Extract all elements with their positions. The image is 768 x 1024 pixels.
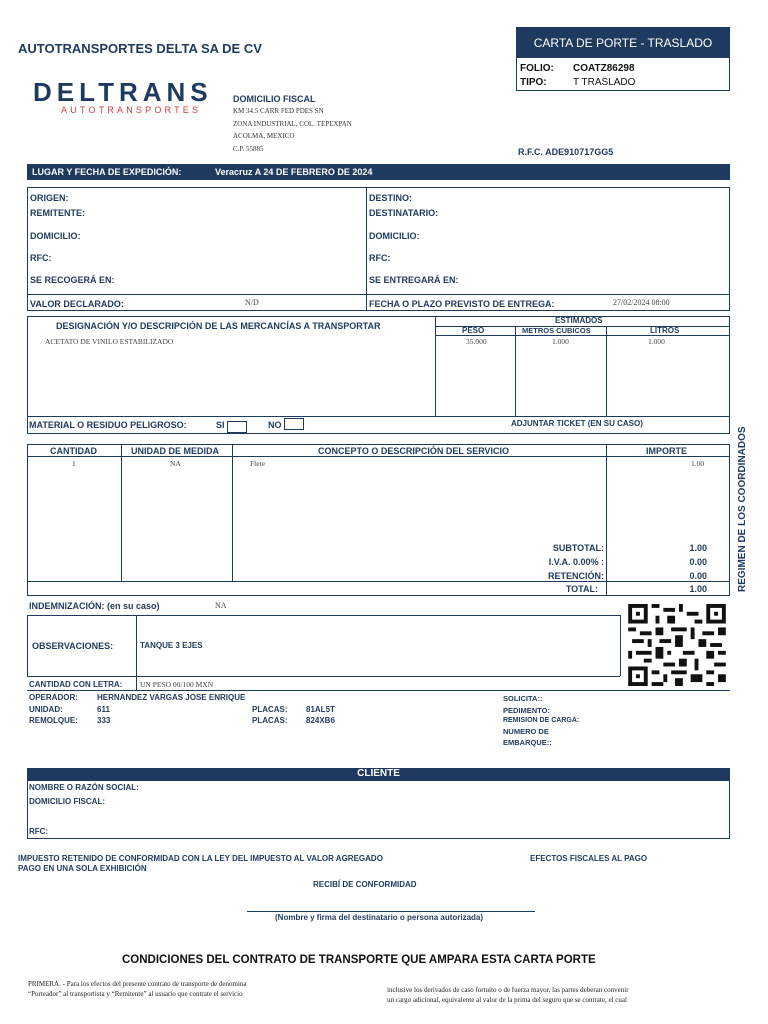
remitente-label: REMITENTE: — [30, 208, 85, 218]
indemnizacion-value: NA — [215, 601, 227, 610]
divider — [606, 326, 607, 416]
embarque-label: EMBARQUE:: — [503, 738, 552, 747]
company-logo — [33, 77, 213, 115]
iva-value: 0.00 — [689, 557, 707, 567]
pago-note: PAGO EN UNA SOLA EXHIBICIÓN — [18, 864, 147, 873]
divider — [136, 615, 137, 676]
divider — [27, 690, 730, 691]
destino-label: DESTINO: — [369, 193, 413, 203]
observaciones-label: OBSERVACIONES: — [32, 641, 114, 651]
fiscal-line: ZONA INDUSTRIAL, COL. TEPEXPAN — [233, 119, 352, 128]
divider — [27, 676, 620, 677]
divider — [27, 615, 620, 616]
folio-label: FOLIO: — [520, 63, 554, 74]
divider — [435, 316, 436, 416]
divider — [136, 676, 137, 690]
valor-declarado-label: VALOR DECLARADO: — [30, 299, 124, 309]
cliente-title: CLIENTE — [27, 768, 730, 780]
remision-label: REMISION DE CARGA: — [503, 717, 580, 724]
logo-wordmark: DELTRANS — [33, 77, 213, 107]
no-label: NO — [268, 420, 282, 430]
peligroso-label: MATERIAL O RESIDUO PELIGROSO: — [29, 420, 187, 430]
goods-header: DESIGNACIÓN Y/O DESCRIPCIÓN DE LAS MERCANCÍAS A TRANSPORTAR — [56, 321, 381, 331]
fiscal-address — [233, 105, 352, 155]
cantidad-letra-label: CANTIDAD CON LETRA: — [29, 680, 123, 689]
no-checkbox[interactable] — [284, 418, 304, 430]
placas-value: 824XB6 — [306, 716, 335, 725]
col-metros-cubicos: METROS CUBICOS — [522, 326, 591, 335]
retencion-label: RETENCIÓN: — [548, 571, 604, 581]
si-label: SI — [216, 420, 225, 430]
pedimento-label: PEDIMENTO: — [503, 706, 550, 715]
placas-label: PLACAS: — [252, 705, 288, 714]
destinatario-label: DESTINATARIO: — [369, 208, 439, 218]
entrega-label: SE ENTREGARÁ EN: — [369, 275, 459, 285]
total-label: TOTAL: — [565, 584, 598, 594]
fiscal-line: ACOLMA, MEXICO — [233, 132, 295, 140]
iva-label: I.V.A. 0.00% : — [548, 557, 604, 567]
domicilio-fiscal-label: DOMICILIO FISCAL: — [29, 797, 105, 806]
divider — [27, 615, 28, 676]
clause-primera-line1: PRIMERA. - Para los efectos del presente contrato de transporte de denomina — [28, 980, 247, 988]
operador-label: OPERADOR: — [29, 693, 78, 702]
recoge-label: SE RECOGERÁ EN: — [30, 275, 115, 285]
tipo-value: T TRASLADO — [573, 77, 636, 88]
expedicion-value: Veracruz A 24 DE FEBRERO DE 2024 — [215, 167, 373, 177]
ticket-label: ADJUNTAR TICKET (EN SU CASO) — [511, 419, 643, 428]
regimen-side-text: REGIMEN DE LOS COORDINADOS — [737, 426, 748, 592]
fecha-entrega-value: 27/02/2024 08:00 — [613, 298, 670, 307]
total-value: 1.00 — [689, 584, 707, 594]
origin-rfc-label: RFC: — [30, 253, 52, 263]
fecha-entrega-label: FECHA O PLAZO PREVISTO DE ENTREGA: — [369, 299, 555, 309]
remolque-value: 333 — [97, 716, 111, 725]
valor-declarado-value: N/D — [245, 298, 259, 307]
services-box — [27, 444, 730, 596]
signature-line[interactable] — [247, 911, 535, 912]
impuesto-note: IMPUESTO RETENIDO DE CONFORMIDAD CON LA LEY DEL IMPUESTO AL VALOR AGREGADO — [18, 854, 383, 863]
logo-subtext: AUTOTRANSPORTES — [61, 105, 202, 115]
company-name: AUTOTRANSPORTES DELTA SA DE CV — [18, 41, 262, 56]
dest-domicilio-label: DOMICILIO: — [369, 231, 420, 241]
subtotal-label: SUBTOTAL: — [552, 543, 604, 553]
expedicion-label: LUGAR Y FECHA DE EXPEDICIÓN: — [32, 167, 182, 177]
divider — [366, 187, 367, 311]
placas-label: PLACAS: — [252, 716, 288, 725]
retencion-value: 0.00 — [689, 571, 707, 581]
col-concepto: CONCEPTO O DESCRIPCIÓN DEL SERVICIO — [318, 446, 510, 456]
divider — [27, 416, 730, 417]
estimados-label: ESTIMADOS — [555, 316, 603, 325]
clause-primera-line2: “Porteador” al transportista y “Remitente” al usuario que contrate el servicio — [28, 990, 243, 998]
divider — [27, 294, 730, 295]
fiscal-line: KM 34.5 CARR FED PDES SN — [233, 107, 324, 115]
divider — [27, 456, 730, 457]
col-unidad-medida: UNIDAD DE MEDIDA — [131, 446, 220, 456]
col-cantidad: CANTIDAD — [50, 446, 97, 456]
service-concepto: Flete — [250, 459, 265, 468]
col-importe: IMPORTE — [646, 446, 688, 456]
indemnizacion-label: INDEMNIZACIÓN: (en su caso) — [29, 601, 160, 611]
recibi-conformidad: RECIBÍ DE CONFORMIDAD — [313, 880, 417, 889]
unidad-label: UNIDAD: — [29, 705, 63, 714]
service-unidad: NA — [170, 459, 181, 468]
goods-metros: 1.000 — [552, 337, 569, 346]
dest-rfc-label: RFC: — [369, 253, 391, 263]
cantidad-letra-value: UN PESO 00/100 MXN — [140, 680, 214, 689]
divider — [121, 444, 122, 581]
qr-code — [627, 604, 727, 686]
placas-value: 81AL5T — [306, 705, 335, 714]
goods-peso: 35.000 — [466, 337, 487, 346]
observaciones-value: TANQUE 3 EJES — [140, 641, 203, 650]
clause-right-line2: un cargo adicional, equivalente al valor de la prima del seguro que se contrate, el cual — [387, 996, 627, 1004]
condiciones-title: CONDICIONES DEL CONTRATO DE TRANSPORTE QUE AMPARA ESTA CARTA PORTE — [122, 954, 596, 966]
goods-litros: 1.000 — [648, 337, 665, 346]
goods-description: ACETATO DE VINILO ESTABILIZADO — [45, 337, 174, 346]
divider — [620, 615, 621, 676]
divider — [515, 326, 516, 416]
service-cantidad: 1 — [72, 459, 76, 468]
rfc-issuer: R.F.C. ADE910717GG5 — [518, 147, 614, 157]
efectos-fiscales: EFECTOS FISCALES AL PAGO — [530, 854, 648, 863]
folio-value: COATZ86298 — [573, 63, 635, 74]
operador-value: HERNANDEZ VARGAS JOSE ENRIQUE — [97, 693, 246, 702]
origin-domicilio-label: DOMICILIO: — [30, 231, 81, 241]
fiscal-line: C.P. 55885 — [233, 144, 264, 153]
divider — [435, 335, 730, 336]
si-checkbox[interactable] — [227, 421, 247, 433]
signature-caption: (Nombre y firma del destinatario o persona autorizada) — [275, 913, 484, 922]
document-title: CARTA DE PORTE - TRASLADO — [516, 27, 730, 58]
subtotal-value: 1.00 — [689, 543, 707, 553]
divider — [606, 444, 607, 596]
razon-social-label: NOMBRE O RAZÓN SOCIAL: — [29, 783, 139, 792]
service-importe: 1.00 — [691, 459, 705, 468]
divider — [232, 444, 233, 581]
cliente-rfc-label: RFC: — [29, 827, 49, 836]
fiscal-title: DOMICILIO FISCAL — [233, 94, 316, 104]
solicita-label: SOLICITA:: — [503, 694, 543, 703]
remolque-label: REMOLQUE: — [29, 716, 78, 725]
col-peso: PESO — [462, 326, 485, 335]
col-litros: LITROS — [650, 326, 680, 335]
unidad-value: 611 — [97, 705, 110, 714]
origin-destination-box — [27, 187, 730, 311]
clause-right-line1: inclusive los derivados de caso fortuito o de fuerza mayor, las partes deberan convenir — [387, 986, 629, 994]
divider — [27, 581, 730, 582]
tipo-label: TIPO: — [520, 77, 547, 88]
numero-label: NUMERO DE — [503, 727, 549, 736]
origen-label: ORIGEN: — [30, 193, 69, 203]
